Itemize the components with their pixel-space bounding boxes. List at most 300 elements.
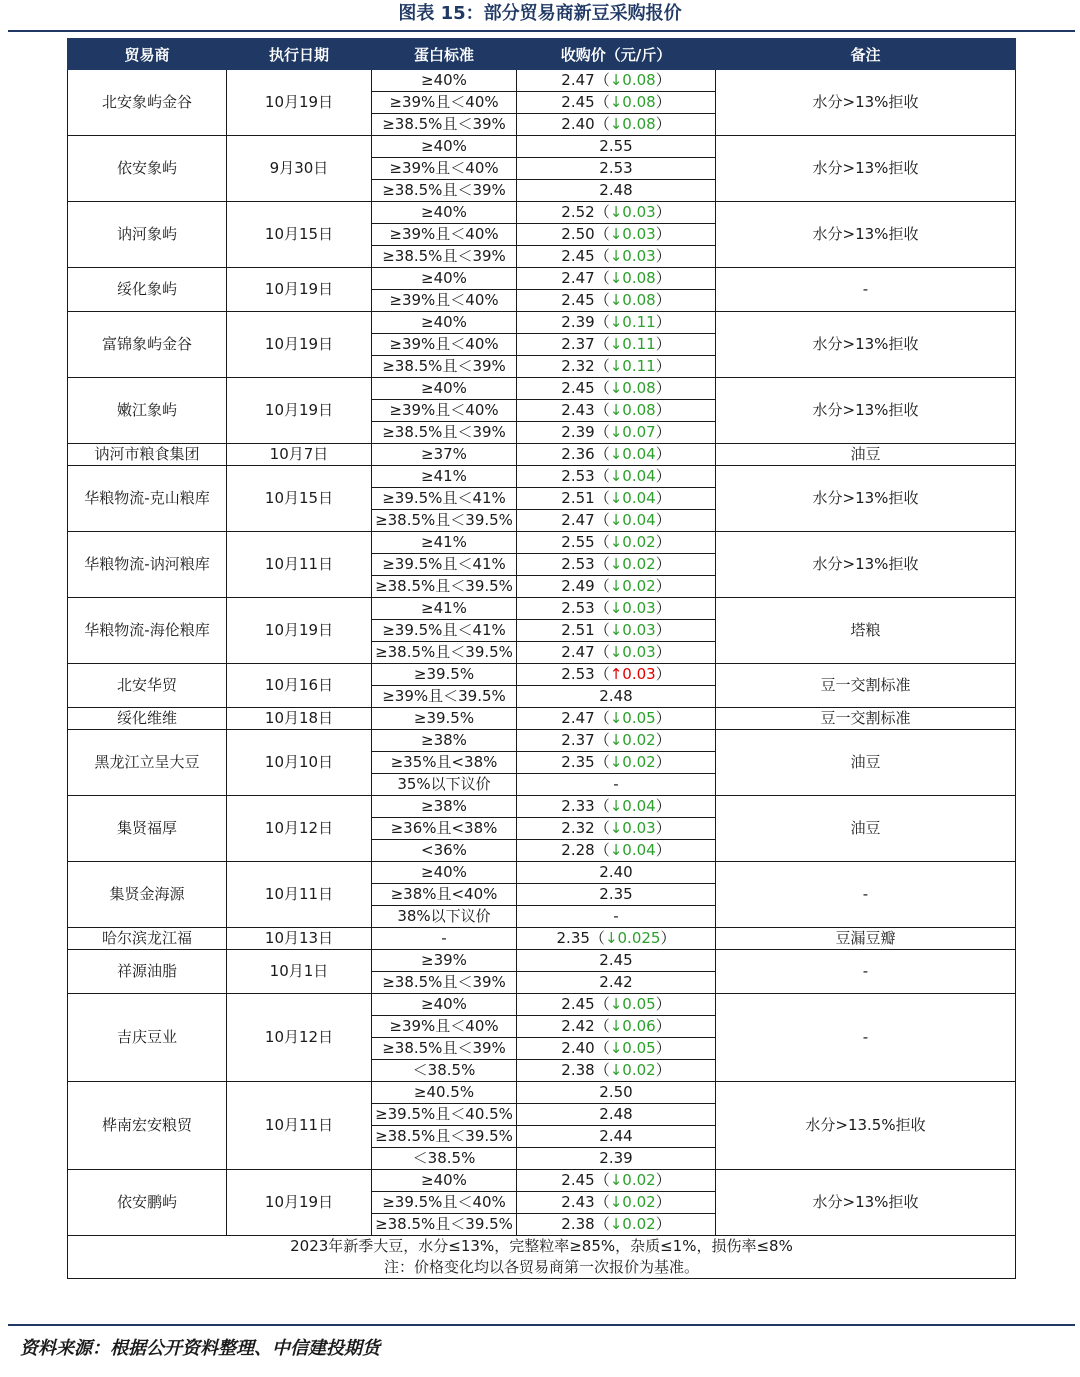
price-cell	[517, 1126, 716, 1148]
change-paren: ）	[655, 269, 671, 287]
footnote-baseline: 注：价格变化均以各贸易商第一次报价为基准。	[68, 1257, 1016, 1279]
protein-standard-cell: ≥37%	[372, 444, 517, 466]
price-cell	[517, 1082, 716, 1104]
table-row	[68, 378, 1016, 400]
price-cell	[517, 664, 716, 686]
table-row	[68, 796, 1016, 818]
protein-standard-cell: ≥38.5%且＜39%	[372, 180, 517, 202]
protein-standard-cell: ≥39%且＜39.5%	[372, 686, 517, 708]
price-table	[67, 38, 1016, 1279]
change-paren: （	[594, 731, 610, 749]
figure-title: 图表 15：部分贸易商新豆采购报价	[398, 3, 682, 24]
price-value: 2.39	[599, 1149, 633, 1167]
change-paren: ）	[655, 115, 671, 133]
change-paren: （	[594, 423, 610, 441]
price-cell	[517, 554, 716, 576]
price-cell	[517, 1148, 716, 1170]
protein-standard-cell: ＜38.5%	[372, 1148, 517, 1170]
change-paren: ）	[655, 511, 671, 529]
price-value: 2.55	[561, 533, 595, 551]
price-cell	[517, 642, 716, 664]
protein-standard-cell: ≥39.5%且＜40.5%	[372, 1104, 517, 1126]
date-cell: 10月11日	[227, 532, 372, 598]
price-cell	[517, 202, 716, 224]
price-change: ↓0.02	[609, 555, 656, 573]
change-paren: ）	[655, 841, 671, 859]
protein-standard-cell: ≥41%	[372, 466, 517, 488]
protein-standard-cell: ≥40%	[372, 1170, 517, 1192]
price-cell	[517, 1016, 716, 1038]
date-cell: 10月19日	[227, 70, 372, 136]
change-paren: ）	[655, 599, 671, 617]
price-change: ↓0.11	[609, 335, 656, 353]
price-cell	[517, 752, 716, 774]
note-cell: 水分>13.5%拒收	[716, 1082, 1016, 1170]
date-cell: 10月12日	[227, 796, 372, 862]
protein-standard-cell: ≥40%	[372, 136, 517, 158]
price-cell	[517, 444, 716, 466]
change-paren: （	[594, 313, 610, 331]
price-value: 2.35	[561, 753, 595, 771]
price-value: 2.50	[561, 225, 595, 243]
price-value: 2.47	[561, 511, 595, 529]
header-note: 备注	[716, 39, 1016, 70]
note-cell: 水分>13%拒收	[716, 312, 1016, 378]
note-cell: -	[716, 950, 1016, 994]
trader-cell: 嫩江象屿	[68, 378, 227, 444]
price-cell	[517, 466, 716, 488]
protein-standard-cell: ≥39.5%且＜41%	[372, 488, 517, 510]
note-cell: 油豆	[716, 444, 1016, 466]
protein-standard-cell: ≥38%	[372, 796, 517, 818]
price-cell	[517, 576, 716, 598]
note-cell: 豆漏豆瓣	[716, 928, 1016, 950]
date-cell: 10月19日	[227, 378, 372, 444]
price-cell	[517, 422, 716, 444]
note-cell: 水分>13%拒收	[716, 378, 1016, 444]
change-paren: ）	[655, 335, 671, 353]
price-cell	[517, 840, 716, 862]
change-paren: （	[594, 247, 610, 265]
price-value: 2.48	[599, 1105, 633, 1123]
change-paren: （	[594, 819, 610, 837]
price-value: 2.53	[561, 467, 595, 485]
note-cell: 水分>13%拒收	[716, 466, 1016, 532]
trader-cell: 北安华贸	[68, 664, 227, 708]
protein-standard-cell: ≥38.5%且＜39.5%	[372, 576, 517, 598]
price-cell	[517, 1214, 716, 1236]
date-cell: 10月19日	[227, 268, 372, 312]
change-paren: ）	[655, 93, 671, 111]
note-cell: 油豆	[716, 796, 1016, 862]
protein-standard-cell: ≥39.5%且＜40%	[372, 1192, 517, 1214]
change-paren: （	[594, 93, 610, 111]
change-paren: （	[594, 1193, 610, 1211]
note-cell: 水分>13%拒收	[716, 202, 1016, 268]
price-value: 2.53	[561, 555, 595, 573]
price-value: 2.32	[561, 357, 595, 375]
note-cell: 豆一交割标准	[716, 664, 1016, 708]
table-row	[68, 928, 1016, 950]
price-value: 2.48	[599, 687, 633, 705]
note-cell: 水分>13%拒收	[716, 136, 1016, 202]
price-cell	[517, 70, 716, 92]
price-cell	[517, 928, 716, 950]
price-value: 2.35	[599, 885, 633, 903]
price-change: ↓0.025	[604, 929, 661, 947]
table-row	[68, 994, 1016, 1016]
trader-cell: 华粮物流-克山粮库	[68, 466, 227, 532]
price-cell	[517, 224, 716, 246]
price-value: 2.32	[561, 819, 595, 837]
change-paren: （	[594, 709, 610, 727]
price-value: 2.53	[561, 599, 595, 617]
change-paren: （	[594, 115, 610, 133]
price-change: ↓0.02	[609, 577, 656, 595]
price-change: ↓0.08	[609, 379, 656, 397]
note-cell: 豆一交割标准	[716, 708, 1016, 730]
date-cell: 10月18日	[227, 708, 372, 730]
price-value: 2.35	[556, 929, 590, 947]
change-paren: ）	[655, 401, 671, 419]
footnote-row	[68, 1257, 1016, 1279]
price-cell	[517, 950, 716, 972]
price-cell	[517, 312, 716, 334]
protein-standard-cell: ≥38.5%且＜39%	[372, 246, 517, 268]
trader-cell: 绥化象屿	[68, 268, 227, 312]
note-cell: 水分>13%拒收	[716, 70, 1016, 136]
change-paren: （	[594, 269, 610, 287]
date-cell: 10月13日	[227, 928, 372, 950]
price-cell	[517, 598, 716, 620]
header-row	[68, 39, 1016, 70]
protein-standard-cell: ≥38%且<40%	[372, 884, 517, 906]
price-value: 2.36	[561, 445, 595, 463]
price-cell	[517, 994, 716, 1016]
price-change: ↓0.03	[609, 621, 656, 639]
protein-standard-cell: ≥39.5%且＜41%	[372, 554, 517, 576]
price-change: ↓0.03	[609, 225, 656, 243]
price-cell	[517, 1060, 716, 1082]
price-value: 2.45	[561, 93, 595, 111]
protein-standard-cell: ≥38.5%且＜39.5%	[372, 1126, 517, 1148]
price-change: ↓0.08	[609, 291, 656, 309]
change-paren: （	[594, 511, 610, 529]
price-change: ↓0.07	[609, 423, 656, 441]
footnote-row	[68, 1236, 1016, 1258]
change-paren: ）	[655, 1171, 671, 1189]
table-row	[68, 862, 1016, 884]
price-value: 2.43	[561, 1193, 595, 1211]
change-paren: （	[594, 665, 610, 683]
header-protein: 蛋白标准	[372, 39, 517, 70]
price-cell	[517, 378, 716, 400]
price-value: 2.45	[561, 379, 595, 397]
change-paren: （	[594, 379, 610, 397]
price-value: 2.47	[561, 71, 595, 89]
table-row	[68, 664, 1016, 686]
date-cell: 10月16日	[227, 664, 372, 708]
header-price: 收购价（元/斤）	[517, 39, 716, 70]
price-cell	[517, 290, 716, 312]
price-value: 2.42	[561, 1017, 595, 1035]
price-value: 2.49	[561, 577, 595, 595]
table-row	[68, 1170, 1016, 1192]
price-cell	[517, 884, 716, 906]
price-value: 2.40	[561, 115, 595, 133]
trader-cell: 北安象屿金谷	[68, 70, 227, 136]
price-cell	[517, 246, 716, 268]
price-change: ↓0.08	[609, 115, 656, 133]
change-paren: ）	[655, 357, 671, 375]
change-paren: （	[594, 401, 610, 419]
table-row	[68, 444, 1016, 466]
price-cell	[517, 774, 716, 796]
price-change: ↓0.04	[609, 489, 656, 507]
change-paren: ）	[655, 709, 671, 727]
price-value: 2.48	[599, 181, 633, 199]
table-row	[68, 202, 1016, 224]
price-value: 2.53	[599, 159, 633, 177]
price-change: ↓0.04	[609, 445, 656, 463]
price-cell	[517, 708, 716, 730]
note-cell: -	[716, 862, 1016, 928]
date-cell: 10月1日	[227, 950, 372, 994]
price-change: ↓0.05	[609, 1039, 656, 1057]
date-cell: 10月19日	[227, 598, 372, 664]
change-paren: （	[594, 643, 610, 661]
change-paren: （	[594, 1061, 610, 1079]
change-paren: ）	[655, 577, 671, 595]
price-cell	[517, 796, 716, 818]
table-row	[68, 598, 1016, 620]
price-cell	[517, 532, 716, 554]
header-trader: 贸易商	[68, 39, 227, 70]
trader-cell: 讷河市粮食集团	[68, 444, 227, 466]
protein-standard-cell: ≥40%	[372, 378, 517, 400]
trader-cell: 祥源油脂	[68, 950, 227, 994]
price-cell	[517, 92, 716, 114]
protein-standard-cell: ≥38%	[372, 730, 517, 752]
protein-standard-cell: ≥40%	[372, 312, 517, 334]
date-cell: 10月12日	[227, 994, 372, 1082]
protein-standard-cell: ≥38.5%且＜39%	[372, 972, 517, 994]
price-cell	[517, 1170, 716, 1192]
protein-standard-cell: 35%以下议价	[372, 774, 517, 796]
table-row	[68, 730, 1016, 752]
price-change: ↓0.03	[609, 599, 656, 617]
price-change: ↓0.03	[609, 643, 656, 661]
price-value: 2.45	[561, 1171, 595, 1189]
change-paren: （	[589, 929, 605, 947]
price-value: 2.51	[561, 489, 595, 507]
change-paren: （	[594, 753, 610, 771]
protein-standard-cell: ≥38.5%且＜39%	[372, 422, 517, 444]
table-row	[68, 136, 1016, 158]
price-change: ↓0.08	[609, 269, 656, 287]
protein-standard-cell: ≥39%且＜40%	[372, 334, 517, 356]
price-change: ↓0.05	[609, 995, 656, 1013]
price-value: 2.45	[561, 291, 595, 309]
price-cell	[517, 400, 716, 422]
table-row	[68, 70, 1016, 92]
protein-standard-cell: <36%	[372, 840, 517, 862]
change-paren: （	[594, 995, 610, 1013]
note-cell: -	[716, 268, 1016, 312]
change-paren: （	[594, 335, 610, 353]
trader-cell: 集贤金海源	[68, 862, 227, 928]
table-row	[68, 466, 1016, 488]
change-paren: （	[594, 71, 610, 89]
change-paren: ）	[655, 203, 671, 221]
protein-standard-cell: ≥39%且＜40%	[372, 400, 517, 422]
price-value: 2.55	[599, 137, 633, 155]
price-change: ↓0.02	[609, 1061, 656, 1079]
price-change: ↓0.05	[609, 709, 656, 727]
change-paren: ）	[655, 291, 671, 309]
change-paren: （	[594, 225, 610, 243]
footnote-standard: 2023年新季大豆，水分≤13%，完整粒率≥85%，杂质≤1%，损伤率≤8%	[68, 1236, 1016, 1258]
price-value: 2.40	[561, 1039, 595, 1057]
price-value: 2.52	[561, 203, 595, 221]
price-cell	[517, 268, 716, 290]
protein-standard-cell: ≥41%	[372, 532, 517, 554]
change-paren: ）	[655, 995, 671, 1013]
protein-standard-cell: ≥39%且＜40%	[372, 1016, 517, 1038]
price-value: 2.53	[561, 665, 595, 683]
price-value: 2.47	[561, 709, 595, 727]
protein-standard-cell: ≥38.5%且＜39%	[372, 114, 517, 136]
change-paren: （	[594, 467, 610, 485]
trader-cell: 黑龙江立呈大豆	[68, 730, 227, 796]
price-cell	[517, 972, 716, 994]
table-row	[68, 532, 1016, 554]
price-value: 2.33	[561, 797, 595, 815]
price-cell	[517, 686, 716, 708]
price-value: 2.51	[561, 621, 595, 639]
change-paren: ）	[655, 1061, 671, 1079]
change-paren: ）	[655, 533, 671, 551]
price-cell	[517, 818, 716, 840]
change-paren: ）	[655, 1193, 671, 1211]
change-paren: （	[594, 445, 610, 463]
table-row	[68, 268, 1016, 290]
change-paren: ）	[655, 731, 671, 749]
protein-standard-cell: ≥39.5%	[372, 708, 517, 730]
protein-standard-cell: ≥38.5%且＜39.5%	[372, 642, 517, 664]
trader-cell: 哈尔滨龙江福	[68, 928, 227, 950]
trader-cell: 讷河象屿	[68, 202, 227, 268]
change-paren: ）	[655, 379, 671, 397]
price-change: ↓0.02	[609, 1171, 656, 1189]
price-value: 2.37	[561, 335, 595, 353]
price-value: 2.28	[561, 841, 595, 859]
table-row	[68, 950, 1016, 972]
price-value: 2.45	[561, 995, 595, 1013]
trader-cell: 集贤福厚	[68, 796, 227, 862]
change-paren: （	[594, 1039, 610, 1057]
price-value: 2.50	[599, 1083, 633, 1101]
price-value: 2.45	[599, 951, 633, 969]
change-paren: （	[594, 489, 610, 507]
change-paren: ）	[660, 929, 676, 947]
change-paren: （	[594, 357, 610, 375]
price-value: 2.47	[561, 643, 595, 661]
price-change: ↓0.04	[609, 797, 656, 815]
trader-cell: 依安鹏屿	[68, 1170, 227, 1236]
price-cell	[517, 488, 716, 510]
price-change: ↑0.03	[609, 665, 656, 683]
trader-cell: 华粮物流-讷河粮库	[68, 532, 227, 598]
table-row	[68, 708, 1016, 730]
change-paren: （	[594, 621, 610, 639]
change-paren: ）	[655, 1017, 671, 1035]
protein-standard-cell: -	[372, 928, 517, 950]
price-cell	[517, 158, 716, 180]
change-paren: （	[594, 1215, 610, 1233]
price-change: ↓0.02	[609, 753, 656, 771]
change-paren: （	[594, 841, 610, 859]
protein-standard-cell: ≥39%	[372, 950, 517, 972]
price-cell	[517, 862, 716, 884]
note-cell: 油豆	[716, 730, 1016, 796]
price-value: 2.38	[561, 1215, 595, 1233]
change-paren: （	[594, 291, 610, 309]
change-paren: （	[594, 577, 610, 595]
trader-cell: 富锦象屿金谷	[68, 312, 227, 378]
change-paren: （	[594, 203, 610, 221]
price-value: 2.39	[561, 423, 595, 441]
price-cell	[517, 510, 716, 532]
protein-standard-cell: 38%以下议价	[372, 906, 517, 928]
price-cell	[517, 1192, 716, 1214]
protein-standard-cell: ≥39%且＜40%	[372, 290, 517, 312]
price-change: ↓0.04	[609, 467, 656, 485]
price-change: ↓0.02	[609, 533, 656, 551]
top-rule	[8, 30, 1075, 32]
change-paren: ）	[655, 1039, 671, 1057]
date-cell: 10月19日	[227, 312, 372, 378]
change-paren: ）	[655, 797, 671, 815]
protein-standard-cell: ≥39.5%且＜41%	[372, 620, 517, 642]
protein-standard-cell: ≥40.5%	[372, 1082, 517, 1104]
change-paren: ）	[655, 71, 671, 89]
date-cell: 10月10日	[227, 730, 372, 796]
date-cell: 10月7日	[227, 444, 372, 466]
price-cell	[517, 180, 716, 202]
change-paren: （	[594, 1171, 610, 1189]
table-row	[68, 1082, 1016, 1104]
price-cell	[517, 114, 716, 136]
price-cell	[517, 620, 716, 642]
price-change: ↓0.02	[609, 731, 656, 749]
price-value: 2.43	[561, 401, 595, 419]
protein-standard-cell: ≥40%	[372, 70, 517, 92]
change-paren: ）	[655, 225, 671, 243]
protein-standard-cell: ≥39.5%	[372, 664, 517, 686]
price-change: ↓0.11	[609, 313, 656, 331]
table-body	[68, 70, 1016, 1236]
change-paren: ）	[655, 313, 671, 331]
date-cell: 10月15日	[227, 202, 372, 268]
protein-standard-cell: ≥41%	[372, 598, 517, 620]
change-paren: ）	[655, 665, 671, 683]
price-change: ↓0.03	[609, 247, 656, 265]
price-change: ↓0.08	[609, 401, 656, 419]
change-paren: （	[594, 599, 610, 617]
protein-standard-cell: ≥39%且＜40%	[372, 92, 517, 114]
price-change: ↓0.03	[609, 819, 656, 837]
